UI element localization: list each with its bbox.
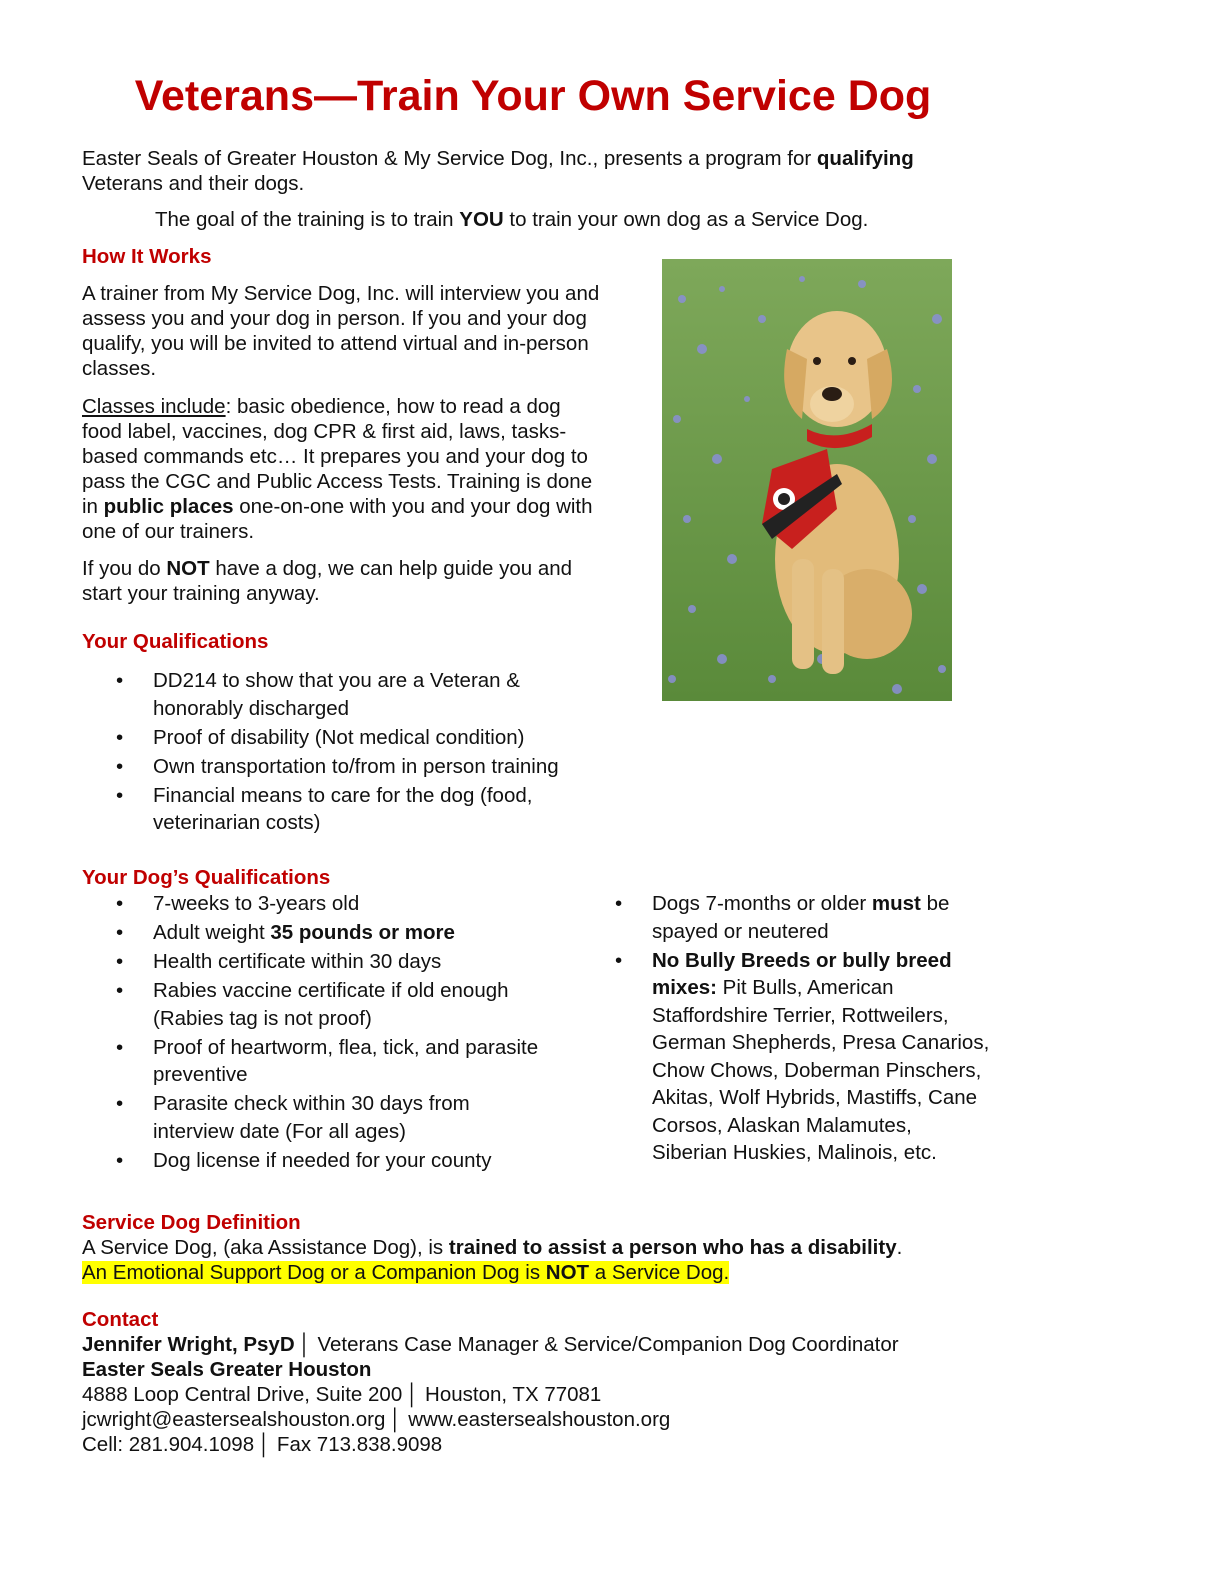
- your-qualifications-heading: Your Qualifications: [82, 630, 269, 653]
- list-item: • Rabies vaccine certificate if old enough (Rabies tag is not proof): [116, 979, 509, 1030]
- definition-highlight-line: An Emotional Support Dog or a Companion Dog is NOT a Service Dog.: [82, 1261, 730, 1284]
- contact-name-line: Jennifer Wright, PsyD │ Veterans Case Manager & Service/Companion Dog Coordinator: [82, 1333, 899, 1356]
- definition-heading: Service Dog Definition: [82, 1211, 301, 1234]
- list-item: • Parasite check within 30 days from interview date (For all ages): [116, 1092, 470, 1143]
- list-item: • Dog license if needed for your county: [116, 1148, 492, 1172]
- list-item: • Dogs 7-months or older must be spayed or neutered: [615, 892, 950, 943]
- your-qualifications-list: [82, 667, 602, 838]
- no-dog-para: If you do NOT have a dog, we can help guide you and start your training anyway.: [82, 557, 573, 605]
- contact-email-line: jcwright@eastersealshouston.org │ www.eastersealshouston.org: [82, 1408, 671, 1431]
- list-item: • No Bully Breeds or bully breed mixes: Pit Bulls, American Staffordshire Terrier, Rottweilers, German Shepherds, Presa Canarios, Chow Chows, Doberman Pinschers, Akitas, Wolf Hybrids, Mastiffs, Cane Corsos, Alaskan Malamutes, Siberian Huskies, Malinois, etc.: [615, 948, 990, 1164]
- contact-phone-line: Cell: 281.904.1098 │ Fax 713.838.9098: [82, 1433, 443, 1456]
- page-title: Veterans—Train Your Own Service Dog: [134, 72, 932, 120]
- contact-address-line: 4888 Loop Central Drive, Suite 200 │ Houston, TX 77081: [82, 1383, 602, 1406]
- website-link[interactable]: www.eastersealshouston.org: [408, 1408, 671, 1431]
- list-item: • Proof of disability (Not medical condition): [116, 725, 525, 749]
- list-item: • Adult weight 35 pounds or more: [116, 921, 455, 944]
- dog-qualifications-left-list: [82, 890, 552, 1176]
- service-dog-photo: [662, 259, 952, 701]
- goal-text: The goal of the training is to train YOU to train your own dog as a Service Dog.: [155, 208, 869, 231]
- definition-line: A Service Dog, (aka Assistance Dog), is trained to assist a person who has a disability.: [82, 1236, 903, 1259]
- list-item: • Financial means to care for the dog (food, veterinarian costs): [116, 783, 533, 834]
- dog-in-bluebonnets-image: [662, 259, 952, 701]
- how-it-works-para: A trainer from My Service Dog, Inc. will interview you and assess you and your dog in person. If you and your dog qualify, you will be invited to attend virtual and in-person classes.: [82, 282, 600, 380]
- dog-qualifications-right-list: [581, 890, 991, 1168]
- email-link[interactable]: jcwright@eastersealshouston.org: [82, 1408, 386, 1431]
- dog-qualifications-heading: Your Dog’s Qualifications: [82, 866, 331, 889]
- contact-org: Easter Seals Greater Houston: [82, 1358, 372, 1381]
- list-item: • Proof of heartworm, flea, tick, and parasite preventive: [116, 1035, 539, 1086]
- classes-para: Classes include: basic obedience, how to read a dog food label, vaccines, dog CPR & first aid, laws, tasks-based commands etc… It prepares you and your dog to pass the CGC and Public Access Tests. Training is done in public places one-on-one with you and your dog with one of our trainers.: [82, 395, 593, 543]
- contact-block: [82, 1332, 899, 1457]
- list-item: • Own transportation to/from in person training: [116, 754, 559, 778]
- how-it-works-heading: How It Works: [82, 245, 212, 268]
- list-item: • Health certificate within 30 days: [116, 950, 442, 973]
- list-item: • 7-weeks to 3-years old: [116, 892, 360, 915]
- list-item: • DD214 to show that you are a Veteran & honorably discharged: [116, 669, 520, 720]
- intro-text: Easter Seals of Greater Houston & My Service Dog, Inc., presents a program for qualifying Veterans and their dogs.: [82, 147, 914, 195]
- contact-heading: Contact: [82, 1308, 159, 1331]
